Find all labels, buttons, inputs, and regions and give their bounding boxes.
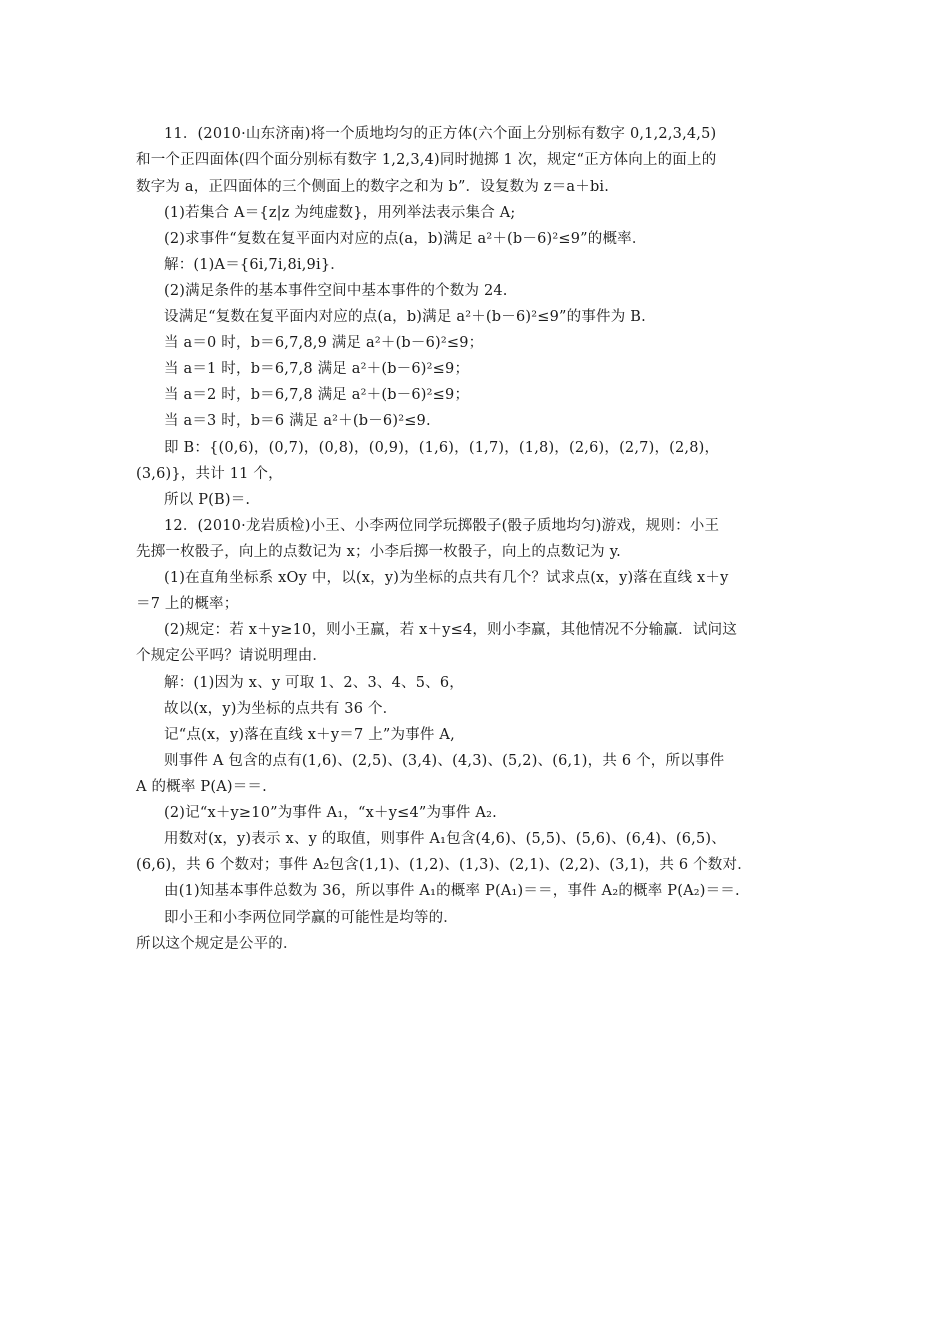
solution-12-line: (6,6)，共 6 个数对；事件 A₂包含(1,1)、(1,2)、(1,3)、(2,1)、(2,2)、(3,1)，共 6 个数对． — [136, 857, 752, 873]
problem-11-part-2: (2)求事件“复数在复平面内对应的点(a，b)满足 a²＋(b－6)²≤9”的概率． — [164, 231, 647, 247]
solution-11-line: (2)满足条件的基本事件空间中基本事件的个数为 24. — [164, 283, 508, 299]
solution-12-line: 即小王和小李两位同学赢的可能性是均等的． — [164, 910, 458, 926]
solution-12-part-1: 解：(1)因为 x、y 可取 1、2、3、4、5、6， — [164, 675, 464, 691]
solution-11-line: 当 a＝1 时，b＝6,7,8 满足 a²＋(b－6)²≤9； — [164, 361, 470, 377]
solution-11-line: 当 a＝2 时，b＝6,7,8 满足 a²＋(b－6)²≤9； — [164, 387, 470, 403]
solution-12-line: 用数对(x，y)表示 x、y 的取值，则事件 A₁包含(4,6)、(5,5)、(5,6)、(6,4)、(6,5)、 — [164, 831, 726, 847]
solution-11-probability: 所以 P(B)＝. — [164, 492, 251, 508]
solution-12-line: 则事件 A 包含的点有(1,6)、(2,5)、(3,4)、(4,3)、(5,2)、(6,1)，共 6 个，所以事件 — [164, 753, 725, 769]
solution-12-line: 故以(x，y)为坐标的点共有 36 个． — [164, 701, 398, 717]
problem-11-line-3: 数字为 a，正四面体的三个侧面上的数字之和为 b”．设复数为 z＝a＋bi. — [136, 179, 610, 195]
problem-12-line-1: 12．(2010·龙岩质检)小王、小李两位同学玩掷骰子(骰子质地均匀)游戏，规则：小王 — [164, 518, 720, 534]
solution-11-line: 设满足“复数在复平面内对应的点(a，b)满足 a²＋(b－6)²≤9”的事件为 B. — [164, 309, 646, 325]
problem-12-part-2-cont: 个规定公平吗？请说明理由． — [136, 648, 328, 664]
problem-12-part-1: (1)在直角坐标系 xOy 中，以(x，y)为坐标的点共有几个？试求点(x，y)落在直线 x＋y — [164, 570, 729, 586]
problem-12-part-1-cont: ＝7 上的概率； — [136, 596, 239, 612]
problem-12-part-2: (2)规定：若 x＋y≥10，则小王赢，若 x＋y≤4，则小李赢，其他情况不分输赢．试问这 — [164, 622, 737, 638]
solution-12-line: A 的概率 P(A)＝＝. — [136, 779, 267, 795]
solution-11-set-b-cont: (3,6)}，共计 11 个， — [136, 466, 283, 482]
problem-11-line-1: 11．(2010·山东济南)将一个质地均匀的正方体(六个面上分别标有数字 0,1,2,3,4,5) — [164, 126, 717, 142]
solution-12-part-2: (2)记“x＋y≥10”为事件 A₁，“x＋y≤4”为事件 A₂. — [164, 805, 497, 821]
solution-11-line: 当 a＝0 时，b＝6,7,8,9 满足 a²＋(b－6)²≤9； — [164, 335, 484, 351]
problem-11-part-1: (1)若集合 A＝{z|z 为纯虚数}，用列举法表示集合 A; — [164, 205, 516, 221]
solution-12-line: 记“点(x，y)落在直线 x＋y＝7 上”为事件 A, — [164, 727, 455, 743]
problem-11-line-2: 和一个正四面体(四个面分别标有数字 1,2,3,4)同时抛掷 1 次，规定“正方体向上的面上的 — [136, 152, 717, 168]
problem-12-line-2: 先掷一枚骰子，向上的点数记为 x；小李后掷一枚骰子，向上的点数记为 y. — [136, 544, 621, 560]
solution-11-set-b: 即 B：{(0,6)，(0,7)，(0,8)，(0,9)，(1,6)，(1,7)，(1,8)，(2,6)，(2,7)，(2,8)， — [164, 440, 720, 456]
solution-12-line: 由(1)知基本事件总数为 36，所以事件 A₁的概率 P(A₁)＝＝，事件 A₂的概率 P(A₂)＝＝. — [164, 883, 740, 899]
solution-12-conclusion: 所以这个规定是公平的． — [136, 936, 298, 952]
solution-11-part-1: 解：(1)A＝{6i,7i,8i,9i}． — [164, 257, 345, 273]
solution-11-line: 当 a＝3 时，b＝6 满足 a²＋(b－6)²≤9. — [164, 413, 431, 429]
